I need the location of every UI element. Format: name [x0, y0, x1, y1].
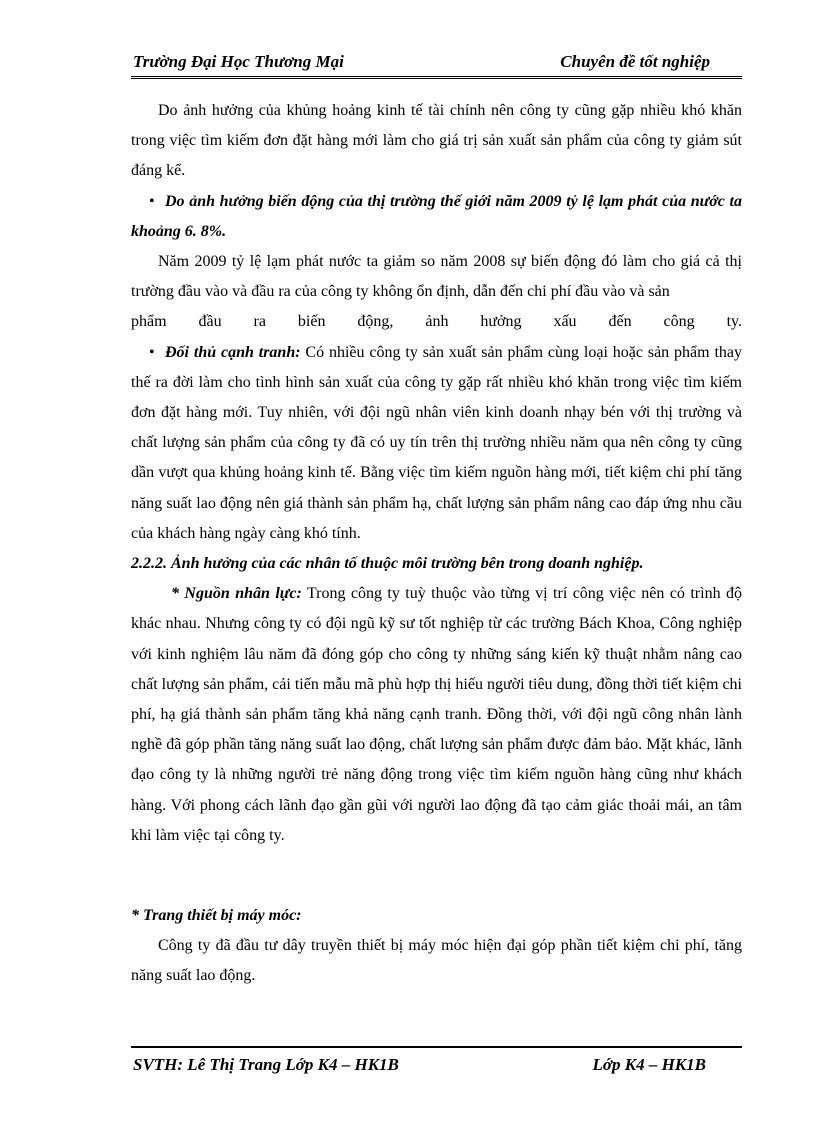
document-body [131, 96, 742, 992]
paragraph-human-resources [131, 579, 742, 851]
footer-class-info: Lớp K4 – HK1B [592, 1055, 706, 1074]
human-resources-title: * Nguồn nhân lực: [171, 585, 302, 603]
bullet-icon: • [149, 343, 155, 361]
paragraph-inflation-last-line: phẩm đầu ra biến động, ảnh hưởng xấu đến công ty. [131, 313, 742, 331]
page-footer [131, 1046, 742, 1074]
header-school-name: Trường Đại Học Thương Mại [133, 52, 344, 71]
header-document-type: Chuyên đề tốt nghiệp [560, 52, 710, 71]
bullet-inflation-title: Do ảnh hưởng biến động của thị trường thế giới năm 2009 tỷ lệ lạm phát của nước ta khoảng 6. 8%. [131, 192, 742, 240]
bullet-competitors-title: Đối thủ cạnh tranh: [165, 343, 301, 361]
human-resources-text: Trong công ty tuỳ thuộc vào từng vị trí công việc nên có trình độ khác nhau. Nhưng công ty có đội ngũ kỹ sư tốt nghiệp từ các trường Bách Khoa, Công nghiệp với kinh nghiệm lâu năm đã đóng góp cho công ty những sáng kiến kỹ thuật nhằm nâng cao chất lượng sản phẩm, cải tiến mẫu mã phù hợp thị hiếu người tiêu dung, đồng thời tiết kiệm chi phí, hạ giá thành sản phẩm tăng khả năng cạnh tranh. Đồng thời, với đội ngũ công nhân lành nghề đã góp phần tăng năng suất lao động, chất lượng sản phẩm được đảm bảo. Mặt khác, lãnh đạo công ty là những người trẻ năng động trong việc tìm kiếm nguồn hàng cũng như khách hàng. Với phong cách lãnh đạo gần gũi với người lao động đã tạo cảm giác thoải mái, an tâm khi làm việc tại công ty. [131, 585, 742, 844]
bullet-icon: • [149, 192, 155, 210]
spacer [131, 851, 742, 901]
page-header [131, 50, 742, 79]
bullet-inflation [131, 187, 742, 247]
equipment-heading: * Trang thiết bị máy móc: [131, 907, 302, 925]
footer-student-info: SVTH: Lê Thị Trang Lớp K4 – HK1B [133, 1055, 399, 1074]
bullet-competitors-text: Có nhiều công ty sản xuất sản phẩm cùng loại hoặc sản phẩm thay thế ra đời làm cho tình hình sản xuất của công ty gặp rất nhiều khó khăn trong việc tìm kiếm đơn đặt hàng mới. Tuy nhiên, với đội ngũ nhân viên kinh doanh nhạy bén với thị trường và chất lượng sản phẩm của công ty đã có uy tín trên thị trường nhiều năm qua nên công ty cũng dần vượt qua khủng hoảng kinh tế. Bằng việc tìm kiếm nguồn hàng mới, tiết kiệm chi phí tăng năng suất lao động nên giá thành sản phẩm hạ, chất lượng sản phẩm nâng cao đáp ứng nhu cầu của khách hàng ngày càng khó tính. [131, 343, 743, 542]
section-heading: 2.2.2. Ảnh hưởng của các nhân tố thuộc môi trường bên trong doanh nghiệp. [131, 555, 644, 573]
paragraph-equipment: Công ty đã đầu tư dây truyền thiết bị máy móc hiện đại góp phần tiết kiệm chi phí, tăng năng suất lao động. [131, 937, 742, 985]
paragraph-inflation: Năm 2009 tỷ lệ lạm phát nước ta giảm so năm 2008 sự biến động đó làm cho giá cả thị trường đầu vào và đầu ra của công ty không ổn định, dẫn đến chi phí đầu vào và sản [131, 253, 742, 301]
bullet-competitors [131, 338, 742, 549]
paragraph-crisis: Do ảnh hưởng của khủng hoảng kinh tế tài chính nên công ty cũng gặp nhiều khó khăn trong việc tìm kiếm đơn đặt hàng mới làm cho giá trị sản xuất sản phẩm của công ty giảm sút đáng kể. [131, 102, 742, 180]
